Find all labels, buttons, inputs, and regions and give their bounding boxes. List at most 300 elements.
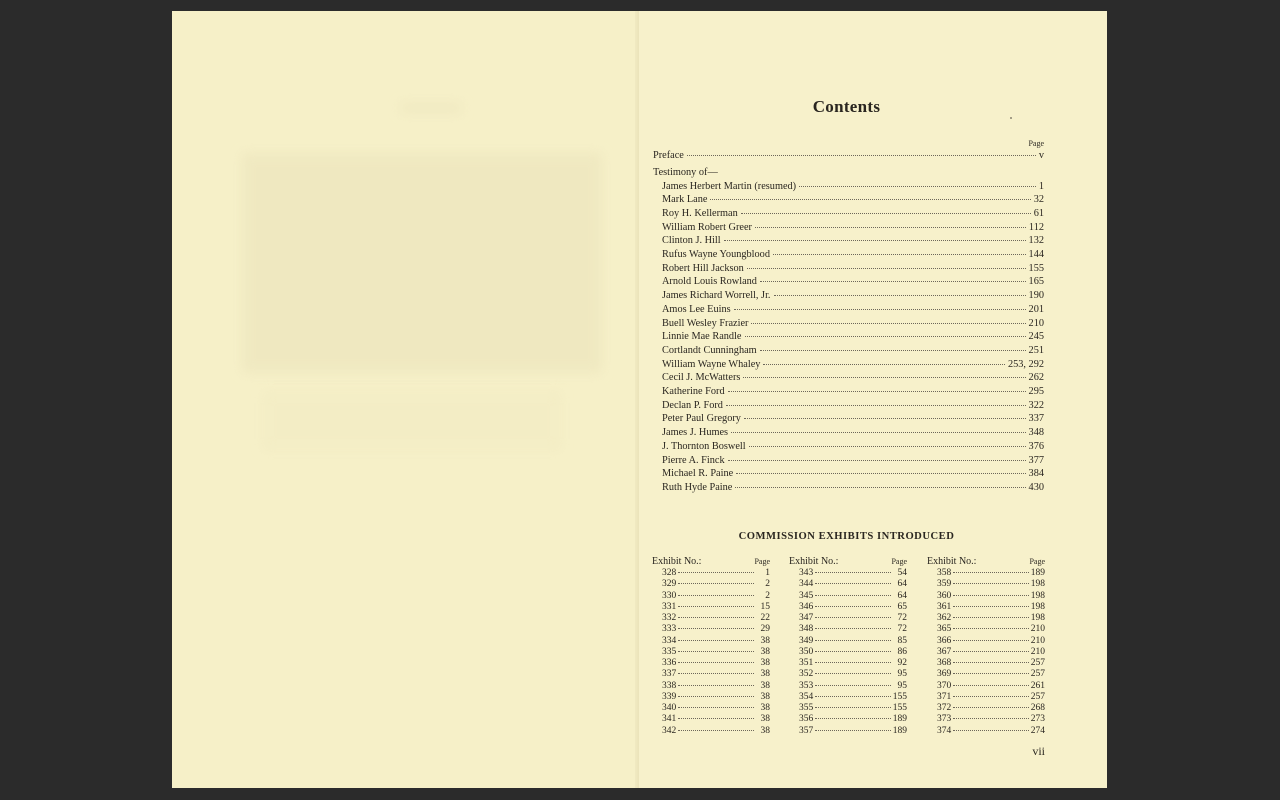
dot-leader xyxy=(678,606,754,607)
exhibit-row xyxy=(927,647,1045,658)
toc-entry xyxy=(662,318,1044,330)
dot-leader xyxy=(774,295,1026,296)
exhibit-row xyxy=(927,714,1045,725)
toc-entry-label: Amos Lee Euins xyxy=(662,303,731,315)
exhibit-row xyxy=(789,591,907,602)
toc-entry-label: Cecil J. McWatters xyxy=(662,372,741,384)
toc-entry xyxy=(662,194,1044,206)
exhibit-row xyxy=(789,692,907,703)
exhibit-row xyxy=(789,647,907,658)
exhibit-page: 38 xyxy=(760,658,770,668)
exhibit-page: 92 xyxy=(897,658,907,668)
exhibit-page: 1 xyxy=(765,568,770,578)
dot-leader xyxy=(726,405,1026,406)
dot-leader xyxy=(687,155,1036,156)
dot-leader xyxy=(953,628,1029,629)
dot-leader xyxy=(678,572,754,573)
exhibit-page: 198 xyxy=(1030,590,1045,601)
exhibit-number: 365 xyxy=(937,624,952,635)
toc-entry-page: 201 xyxy=(1028,303,1044,315)
dot-leader xyxy=(815,718,891,719)
toc-entry-page: 384 xyxy=(1028,468,1044,480)
dot-leader xyxy=(678,685,754,686)
dot-leader xyxy=(815,595,891,596)
toc-entry-page: 112 xyxy=(1028,221,1044,233)
dot-leader xyxy=(815,707,891,708)
toc-entry-label: Linnie Mae Randle xyxy=(662,331,742,343)
exhibit-number: 366 xyxy=(937,635,952,646)
exhibit-page: 64 xyxy=(897,590,907,601)
exhibit-row xyxy=(789,636,907,647)
exhibit-number: 360 xyxy=(937,590,952,601)
toc-entry xyxy=(662,276,1044,288)
exhibit-row xyxy=(652,568,770,579)
toc-entry xyxy=(662,482,1044,494)
exhibit-page-label: Page xyxy=(1029,557,1045,566)
exhibit-column xyxy=(927,556,1045,737)
toc-entry-label: Clinton J. Hill xyxy=(662,235,721,247)
exhibit-page: 273 xyxy=(1030,714,1045,725)
dot-leader xyxy=(741,213,1031,214)
exhibit-page: 155 xyxy=(892,691,907,702)
print-speck xyxy=(1010,117,1012,119)
dot-leader xyxy=(747,268,1026,269)
dot-leader xyxy=(953,673,1029,674)
exhibit-number: 369 xyxy=(937,669,952,680)
toc-entry xyxy=(662,345,1044,357)
exhibit-row xyxy=(927,692,1045,703)
toc-entry-page: 430 xyxy=(1028,481,1044,493)
toc-entry-page: 61 xyxy=(1033,207,1044,219)
dot-leader xyxy=(815,617,891,618)
exhibit-row xyxy=(652,714,770,725)
dot-leader xyxy=(815,651,891,652)
toc-entry-label: Mark Lane xyxy=(662,194,708,206)
exhibit-page: 95 xyxy=(897,680,907,691)
dot-leader xyxy=(953,640,1029,641)
toc-entry-label: Katherine Ford xyxy=(662,386,725,397)
exhibit-page: 29 xyxy=(760,624,770,635)
exhibit-page: 198 xyxy=(1030,613,1045,623)
exhibit-row xyxy=(927,636,1045,647)
toc-entry-label: Pierre A. Finck xyxy=(662,454,725,466)
exhibit-page: 15 xyxy=(760,601,770,612)
exhibit-page: 22 xyxy=(760,613,770,623)
exhibit-row xyxy=(789,568,907,579)
toc-entry-page: 251 xyxy=(1028,344,1044,356)
toc-entry-page: 210 xyxy=(1028,317,1044,329)
exhibit-number: 371 xyxy=(937,691,952,702)
exhibit-row xyxy=(927,681,1045,692)
dot-leader xyxy=(815,673,891,674)
exhibit-row xyxy=(652,658,770,669)
dot-leader xyxy=(815,640,891,641)
dot-leader xyxy=(735,487,1025,488)
toc-entry-label: J. Thornton Boswell xyxy=(662,440,746,452)
dot-leader xyxy=(773,254,1026,255)
exhibit-number: 356 xyxy=(799,714,814,725)
exhibit-page: 210 xyxy=(1030,624,1045,635)
exhibit-page-label: Page xyxy=(754,557,770,566)
exhibit-no-label: Exhibit No.: xyxy=(927,556,977,567)
exhibit-number: 336 xyxy=(662,658,677,668)
exhibit-page: 198 xyxy=(1030,601,1045,612)
toc-entry xyxy=(662,235,1044,247)
exhibit-row xyxy=(789,613,907,624)
exhibit-page: 257 xyxy=(1030,691,1045,702)
exhibit-row xyxy=(927,568,1045,579)
toc-entry-page: 322 xyxy=(1028,399,1044,411)
exhibit-row xyxy=(652,624,770,635)
dot-leader xyxy=(815,696,891,697)
dot-leader xyxy=(734,309,1026,310)
exhibit-number: 345 xyxy=(799,590,814,601)
toc-entry-page: 132 xyxy=(1028,235,1044,247)
exhibit-number: 331 xyxy=(662,601,677,612)
exhibit-number: 347 xyxy=(799,613,814,623)
toc-entry-page: 253, 292 xyxy=(1007,358,1044,370)
toc-entry xyxy=(662,400,1044,412)
exhibit-page: 86 xyxy=(897,646,907,657)
toc-entry-preface xyxy=(653,150,1044,162)
exhibit-number: 348 xyxy=(799,624,814,635)
exhibit-row xyxy=(652,692,770,703)
dot-leader xyxy=(745,336,1026,337)
dot-leader xyxy=(678,617,754,618)
dot-leader xyxy=(755,227,1026,228)
dot-leader xyxy=(799,186,1036,187)
dot-leader xyxy=(678,718,754,719)
toc-entry-label: James Richard Worrell, Jr. xyxy=(662,290,771,302)
exhibit-page: 2 xyxy=(765,579,770,590)
dot-leader xyxy=(953,572,1029,573)
exhibit-number: 353 xyxy=(799,680,814,691)
dot-leader xyxy=(678,696,754,697)
exhibit-number: 359 xyxy=(937,579,952,590)
page-number: vii xyxy=(1032,744,1045,758)
exhibit-page: 64 xyxy=(897,579,907,590)
exhibit-page: 210 xyxy=(1030,646,1045,657)
dot-leader xyxy=(678,707,754,708)
exhibit-row xyxy=(652,591,770,602)
exhibit-row xyxy=(927,726,1045,737)
exhibit-page: 2 xyxy=(765,590,770,601)
toc-entry xyxy=(662,331,1044,343)
exhibit-row xyxy=(927,579,1045,590)
dot-leader xyxy=(760,350,1026,351)
exhibit-page: 85 xyxy=(897,635,907,646)
exhibit-number: 334 xyxy=(662,635,677,646)
dot-leader xyxy=(953,583,1029,584)
exhibit-page: 210 xyxy=(1030,635,1045,646)
exhibits-heading: COMMISSION EXHIBITS INTRODUCED xyxy=(738,531,955,542)
toc-entry-page: 190 xyxy=(1028,290,1044,302)
exhibit-number: 343 xyxy=(799,568,814,578)
exhibit-column xyxy=(652,556,770,737)
dot-leader xyxy=(815,628,891,629)
exhibit-row xyxy=(789,669,907,680)
dot-leader xyxy=(743,377,1025,378)
toc-entry-label: James J. Humes xyxy=(662,427,729,439)
dot-leader xyxy=(953,606,1029,607)
exhibit-page: 72 xyxy=(897,624,907,635)
exhibit-row xyxy=(652,726,770,737)
toc-entry-label: William Robert Greer xyxy=(662,221,752,233)
exhibit-row xyxy=(927,613,1045,624)
testimony-heading: Testimony of— xyxy=(653,167,718,178)
dot-leader xyxy=(710,199,1030,200)
bleed-through-block xyxy=(242,153,602,373)
exhibit-page: 189 xyxy=(1030,568,1045,578)
dot-leader xyxy=(953,651,1029,652)
exhibit-row xyxy=(789,726,907,737)
exhibit-row xyxy=(652,669,770,680)
exhibit-number: 333 xyxy=(662,624,677,635)
exhibit-number: 355 xyxy=(799,703,814,713)
toc-entry-label: Cortlandt Cunningham xyxy=(662,344,757,356)
exhibit-page: 257 xyxy=(1030,658,1045,668)
exhibit-page: 38 xyxy=(760,691,770,702)
toc-entry-label: Preface xyxy=(653,150,684,161)
exhibit-number: 361 xyxy=(937,601,952,612)
exhibit-number: 346 xyxy=(799,601,814,612)
exhibit-number: 373 xyxy=(937,714,952,725)
exhibit-page: 274 xyxy=(1030,725,1045,736)
toc-entry-page: 1 xyxy=(1038,180,1044,192)
toc-entry xyxy=(662,263,1044,275)
dot-leader xyxy=(815,572,891,573)
dot-leader xyxy=(678,640,754,641)
dot-leader xyxy=(815,685,891,686)
dot-leader xyxy=(815,583,891,584)
exhibit-number: 328 xyxy=(662,568,677,578)
exhibit-number: 367 xyxy=(937,646,952,657)
toc-entry-page: 155 xyxy=(1028,262,1044,274)
page-column-header: Page xyxy=(1028,139,1044,148)
exhibit-number: 372 xyxy=(937,703,952,713)
right-page xyxy=(639,11,1107,788)
exhibit-page: 155 xyxy=(892,703,907,713)
dot-leader xyxy=(678,583,754,584)
dot-leader xyxy=(953,707,1029,708)
bleed-through-title xyxy=(400,103,462,113)
toc-entry-page: 32 xyxy=(1033,194,1044,206)
exhibit-number: 354 xyxy=(799,691,814,702)
toc-entry-label: Michael R. Paine xyxy=(662,468,734,480)
dot-leader xyxy=(815,662,891,663)
toc-entry-page: 165 xyxy=(1028,276,1044,288)
exhibit-column-header xyxy=(789,556,907,568)
dot-leader xyxy=(749,446,1026,447)
toc-entry xyxy=(662,372,1044,384)
dot-leader xyxy=(815,606,891,607)
exhibit-row xyxy=(927,658,1045,669)
exhibit-page: 38 xyxy=(760,635,770,646)
exhibit-number: 370 xyxy=(937,680,952,691)
page-title: Contents xyxy=(812,97,881,116)
toc-entry-page: v xyxy=(1038,150,1044,161)
toc-entry-label: Ruth Hyde Paine xyxy=(662,481,733,493)
exhibit-page: 38 xyxy=(760,703,770,713)
exhibit-row xyxy=(927,703,1045,714)
dot-leader xyxy=(678,651,754,652)
exhibit-number: 339 xyxy=(662,691,677,702)
exhibit-page: 261 xyxy=(1030,680,1045,691)
exhibit-number: 341 xyxy=(662,714,677,725)
exhibit-row xyxy=(652,647,770,658)
exhibit-row xyxy=(652,579,770,590)
exhibit-row xyxy=(927,624,1045,635)
exhibit-number: 368 xyxy=(937,658,952,668)
exhibit-page: 38 xyxy=(760,646,770,657)
exhibit-number: 340 xyxy=(662,703,677,713)
exhibit-row xyxy=(652,636,770,647)
exhibit-row xyxy=(652,602,770,613)
exhibit-number: 332 xyxy=(662,613,677,623)
exhibit-page: 189 xyxy=(892,714,907,725)
exhibit-column-header xyxy=(927,556,1045,568)
exhibit-number: 358 xyxy=(937,568,952,578)
exhibit-number: 349 xyxy=(799,635,814,646)
toc-entry-label: Peter Paul Gregory xyxy=(662,413,741,425)
exhibit-number: 362 xyxy=(937,613,952,623)
toc-entry-page: 376 xyxy=(1028,440,1044,452)
exhibit-row xyxy=(789,714,907,725)
exhibit-row xyxy=(927,669,1045,680)
dot-leader xyxy=(953,730,1029,731)
dot-leader xyxy=(953,662,1029,663)
exhibit-row xyxy=(789,602,907,613)
exhibit-row xyxy=(789,681,907,692)
exhibit-row xyxy=(652,703,770,714)
toc-entry xyxy=(662,386,1044,398)
exhibit-number: 335 xyxy=(662,646,677,657)
exhibit-number: 338 xyxy=(662,680,677,691)
toc-entry-page: 348 xyxy=(1028,427,1044,439)
dot-leader xyxy=(953,685,1029,686)
toc-entry xyxy=(662,181,1044,193)
exhibit-row xyxy=(789,703,907,714)
dot-leader xyxy=(744,418,1026,419)
toc-entry-page: 245 xyxy=(1028,331,1044,343)
exhibit-column xyxy=(789,556,907,737)
toc-entry-page: 144 xyxy=(1028,249,1044,260)
toc-entry xyxy=(662,455,1044,467)
exhibit-page: 189 xyxy=(892,725,907,736)
dot-leader xyxy=(728,391,1026,392)
exhibit-number: 374 xyxy=(937,725,952,736)
exhibit-page: 38 xyxy=(760,680,770,691)
dot-leader xyxy=(953,718,1029,719)
exhibit-page: 268 xyxy=(1030,703,1045,713)
exhibit-number: 344 xyxy=(799,579,814,590)
dot-leader xyxy=(751,323,1025,324)
exhibit-page: 95 xyxy=(897,669,907,680)
exhibit-page: 38 xyxy=(760,714,770,725)
exhibit-page: 54 xyxy=(897,568,907,578)
toc-entry-label: Rufus Wayne Youngblood xyxy=(662,249,770,260)
toc-entry-label: Robert Hill Jackson xyxy=(662,262,744,274)
toc-entry xyxy=(662,290,1044,302)
exhibit-page: 257 xyxy=(1030,669,1045,680)
toc-entry xyxy=(662,304,1044,316)
left-page xyxy=(172,11,639,788)
exhibit-page: 198 xyxy=(1030,579,1045,590)
dot-leader xyxy=(678,662,754,663)
exhibit-no-label: Exhibit No.: xyxy=(652,556,702,567)
exhibit-page: 72 xyxy=(897,613,907,623)
exhibit-number: 351 xyxy=(799,658,814,668)
exhibit-number: 357 xyxy=(799,725,814,736)
exhibit-row xyxy=(927,591,1045,602)
toc-entry-label: Arnold Louis Rowland xyxy=(662,276,757,288)
toc-entry xyxy=(662,249,1044,261)
toc-entry xyxy=(662,441,1044,453)
toc-entry xyxy=(662,222,1044,234)
book-spread xyxy=(172,11,1107,788)
dot-leader xyxy=(678,595,754,596)
toc-entry-page: 295 xyxy=(1028,386,1044,397)
exhibit-number: 350 xyxy=(799,646,814,657)
toc-entry xyxy=(662,359,1044,371)
toc-entry xyxy=(662,468,1044,480)
toc-entry-page: 337 xyxy=(1028,413,1044,425)
dot-leader xyxy=(736,473,1025,474)
dot-leader xyxy=(815,730,891,731)
dot-leader xyxy=(760,281,1026,282)
dot-leader xyxy=(731,432,1025,433)
exhibit-number: 337 xyxy=(662,669,677,680)
dot-leader xyxy=(728,460,1026,461)
exhibit-page: 38 xyxy=(760,725,770,736)
toc-entry-label: James Herbert Martin (resumed) xyxy=(662,180,797,192)
bleed-through-block-2 xyxy=(262,391,562,451)
exhibit-row xyxy=(652,613,770,624)
exhibit-row xyxy=(789,624,907,635)
toc-entry-page: 262 xyxy=(1028,372,1044,384)
dot-leader xyxy=(953,595,1029,596)
dot-leader xyxy=(953,696,1029,697)
exhibit-number: 342 xyxy=(662,725,677,736)
exhibit-number: 329 xyxy=(662,579,677,590)
exhibit-number: 352 xyxy=(799,669,814,680)
dot-leader xyxy=(678,730,754,731)
dot-leader xyxy=(763,364,1004,365)
exhibit-row xyxy=(789,658,907,669)
dot-leader xyxy=(724,240,1026,241)
exhibit-page-label: Page xyxy=(891,557,907,566)
toc-entry xyxy=(662,208,1044,220)
toc-entry xyxy=(662,413,1044,425)
exhibit-page: 38 xyxy=(760,669,770,680)
toc-entry-label: Buell Wesley Frazier xyxy=(662,317,749,329)
toc-entry xyxy=(662,427,1044,439)
exhibit-row xyxy=(927,602,1045,613)
exhibit-page: 65 xyxy=(897,601,907,612)
dot-leader xyxy=(678,673,754,674)
toc-entry-label: Roy H. Kellerman xyxy=(662,207,738,219)
exhibit-row xyxy=(652,681,770,692)
exhibit-no-label: Exhibit No.: xyxy=(789,556,839,567)
toc-entry-page: 377 xyxy=(1028,454,1044,466)
exhibit-row xyxy=(789,579,907,590)
dot-leader xyxy=(953,617,1029,618)
exhibit-number: 330 xyxy=(662,590,677,601)
dot-leader xyxy=(678,628,754,629)
toc-entry-label: William Wayne Whaley xyxy=(662,358,761,370)
exhibit-column-header xyxy=(652,556,770,568)
toc-entry-label: Declan P. Ford xyxy=(662,399,723,411)
